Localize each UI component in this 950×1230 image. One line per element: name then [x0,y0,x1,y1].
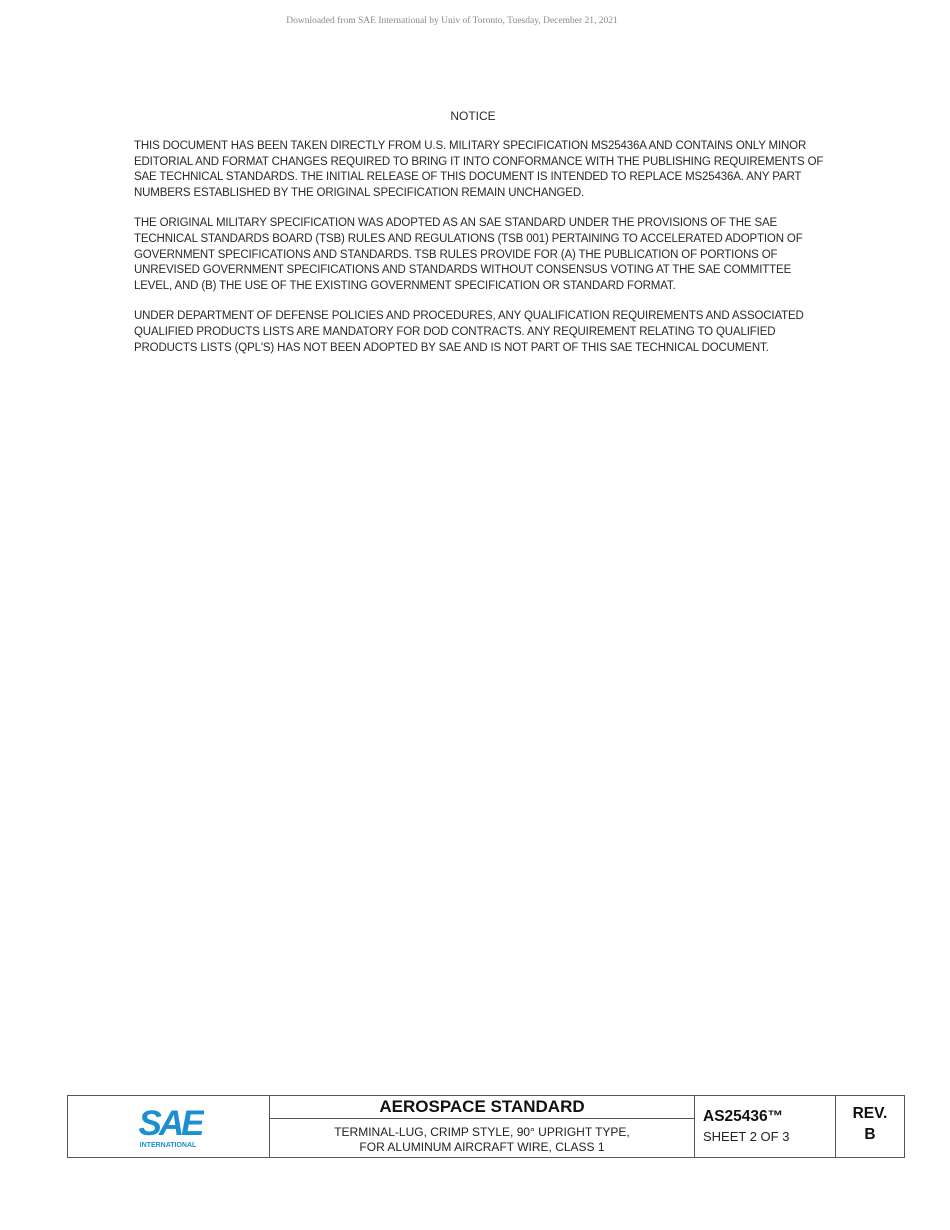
standard-heading: AEROSPACE STANDARD [270,1096,694,1119]
download-note: Downloaded from SAE International by Univ of Toronto, Tuesday, December 21, 2021 [286,16,618,26]
title-cell [270,1096,695,1157]
sae-logo-subtext: INTERNATIONAL [139,1142,197,1149]
standard-description [270,1119,694,1154]
logo-cell [68,1096,270,1157]
notice-paragraph-3: UNDER DEPARTMENT OF DEFENSE POLICIES AND PROCEDURES, ANY QUALIFICATION REQUIREMENTS AND ASSOCIATED QUALIFIED PRODUCTS LISTS ARE MANDATORY FOR DOD CONTRACTS. ANY REQUIREMENT RELATING TO QUALIFIED PRODUCTS LISTS (QPL'S) HAS NOT BEEN ADOPTED BY SAE AND IS NOT PART OF THIS SAE TECHNICAL DOCUMENT. [134,310,804,354]
doc-number-cell [695,1096,836,1157]
revision-label: REV. [852,1105,888,1122]
notice-body [134,139,824,371]
doc-number: AS25436™ [703,1108,784,1125]
sae-logo-text: SAE [138,1104,202,1143]
notice-title: NOTICE [450,109,496,123]
revision-cell [836,1096,904,1157]
sheet-number: SHEET 2 OF 3 [703,1129,790,1144]
description-line-2: FOR ALUMINUM AIRCRAFT WIRE, CLASS 1 [359,1139,605,1154]
notice-paragraph-1: THIS DOCUMENT HAS BEEN TAKEN DIRECTLY FROM U.S. MILITARY SPECIFICATION MS25436A AND CONTAINS ONLY MINOR EDITORIAL AND FORMAT CHANGES REQUIRED TO BRING IT INTO CONFORMANCE WITH THE PUBLISHING REQUIREMENTS OF SAE TECHNICAL STANDARDS. THE INITIAL RELEASE OF THIS DOCUMENT IS INTENDED TO REPLACE MS25436A. ANY PART NUMBERS ESTABLISHED BY THE ORIGINAL SPECIFICATION REMAIN UNCHANGED. [134,140,824,199]
revision-value: B [864,1126,876,1143]
sae-logo [136,1104,204,1150]
description-line-1: TERMINAL-LUG, CRIMP STYLE, 90° UPRIGHT TYPE, [334,1125,630,1139]
title-block [67,1095,905,1158]
notice-paragraph-2: THE ORIGINAL MILITARY SPECIFICATION WAS ADOPTED AS AN SAE STANDARD UNDER THE PROVISIONS OF THE SAE TECHNICAL STANDARDS BOARD (TSB) RULES AND REGULATIONS (TSB 001) PERTAINING TO ACCELERATED ADOPTION OF GOVERNMENT SPECIFICATIONS AND STANDARDS. TSB RULES PROVIDE FOR (A) THE PUBLICATION OF PORTIONS OF UNREVISED GOVERNMENT SPECIFICATIONS AND STANDARDS WITHOUT CONSENSUS VOTING AT THE SAE COMMITTEE LEVEL, AND (B) THE USE OF THE EXISTING GOVERNMENT SPECIFICATION OR STANDARD FORMAT. [134,217,803,292]
